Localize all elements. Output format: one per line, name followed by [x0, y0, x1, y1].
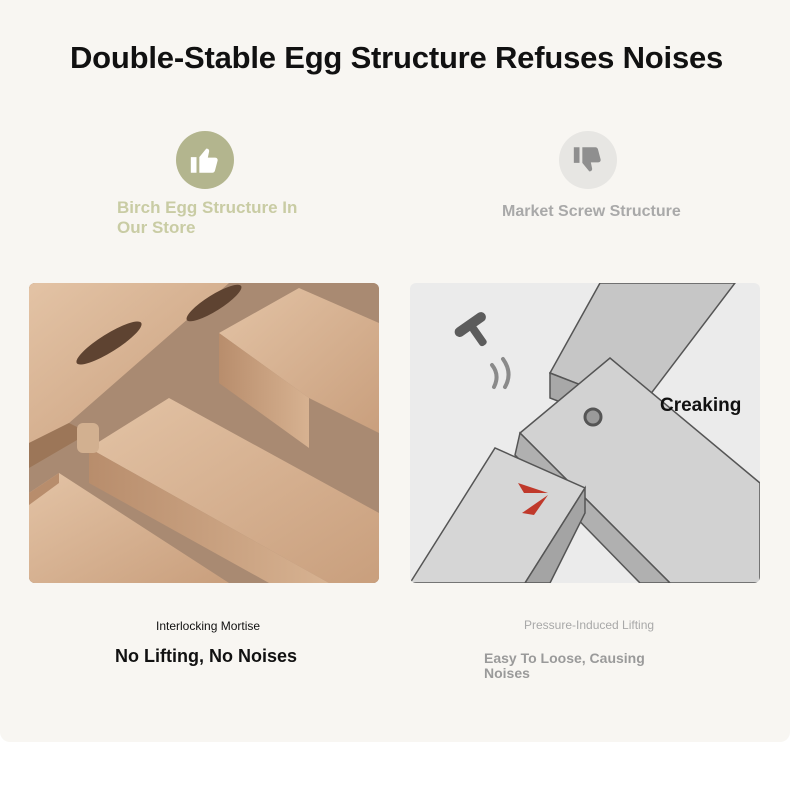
good-caption-small: Interlocking Mortise [156, 619, 261, 633]
thumbs-down-icon [559, 131, 617, 189]
birch-slat-photo [29, 283, 379, 583]
thumbs-up-icon [176, 131, 234, 189]
screw-joint-diagram [410, 283, 760, 583]
page-title: Double-Stable Egg Structure Refuses Noises [70, 40, 724, 75]
good-structure-label: Birch Egg Structure In Our Store [117, 198, 298, 237]
good-caption-big: No Lifting, No Noises [115, 646, 297, 666]
creaking-label: Creaking [660, 395, 742, 416]
bad-structure-label: Market Screw Structure [502, 203, 681, 220]
bad-caption-big: Easy To Loose, Causing Noises [484, 650, 645, 681]
bad-caption-small: Pressure-Induced Lifting [524, 618, 655, 632]
